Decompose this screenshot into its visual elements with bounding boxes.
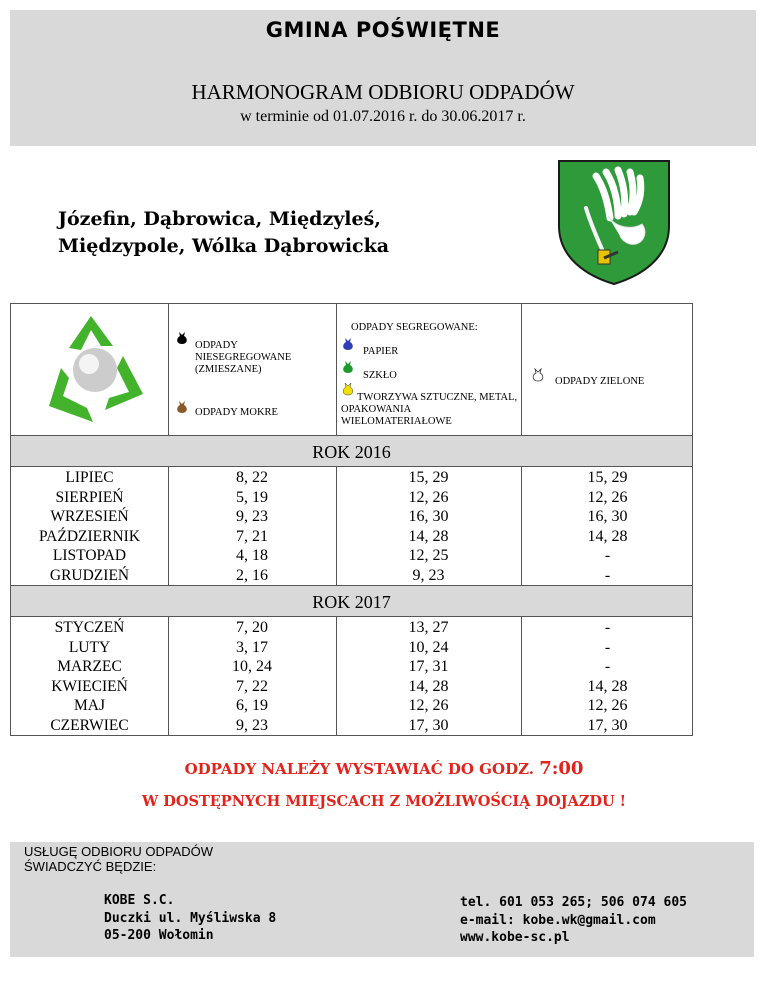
month: CZERWIEC <box>50 716 129 734</box>
months-2016 <box>11 468 168 585</box>
month: GRUDZIEŃ <box>49 566 130 584</box>
legend-glass: SZKŁO <box>363 370 397 381</box>
coat-of-arms-icon <box>556 158 672 286</box>
recycle-logo-icon <box>39 310 151 428</box>
month: LIPIEC <box>65 469 114 486</box>
legend-row <box>10 303 693 435</box>
segregated-dates-2016 <box>336 468 521 585</box>
notice-access: W DOSTĘPNYCH MIEJSCACH Z MOŻLIWOŚCIĄ DOJAZDU ! <box>141 793 627 810</box>
company-contact <box>460 894 687 947</box>
notice-deadline-time: 7:00 <box>539 758 584 779</box>
white-bag-icon <box>531 368 545 382</box>
service-line-1: USŁUGĘ ODBIORU ODPADÓW <box>24 844 214 859</box>
company-name: KOBE S.C. <box>104 893 175 908</box>
legend-plastics: TWORZYWA SZTUCZNE, METAL, OPAKOWANIA WIELOMATERIAŁOWE <box>341 392 518 427</box>
green-dates-2016 <box>521 468 694 585</box>
date-cell: 13, 27 <box>408 619 449 636</box>
date-cell: - <box>604 638 611 656</box>
month: PAŹDZIERNIK <box>38 527 141 545</box>
date-cell: 6, 19 <box>236 697 268 714</box>
month: KWIECIEŃ <box>51 677 128 695</box>
date-cell: - <box>604 566 611 584</box>
address-city: 05-200 Wołomin <box>104 928 214 943</box>
date-cell: 3, 17 <box>236 638 268 656</box>
month: SIERPIEŃ <box>55 488 124 506</box>
notice-deadline <box>0 758 768 779</box>
service-line-2: ŚWIADCZYĆ BĘDZIE: <box>24 859 157 874</box>
date-cell: 10, 24 <box>408 638 449 656</box>
legend-mixed: ODPADY NIESEGREGOWANE (ZMIESZANE) <box>195 340 292 375</box>
date-cell: 17, 31 <box>408 658 449 675</box>
year-2017-block <box>10 616 693 736</box>
date-cell: 16, 30 <box>408 508 449 525</box>
legend-wet: ODPADY MOKRE <box>195 407 278 418</box>
date-cell: 2, 16 <box>236 566 268 584</box>
months-2017 <box>11 618 168 735</box>
date-cell: 12, 26 <box>587 697 628 714</box>
segregated-dates-2017 <box>336 618 521 735</box>
month: MARZEC <box>57 658 122 675</box>
date-cell: 9, 23 <box>412 566 445 584</box>
village-line-2: Międzypole, Wólka Dąbrowicka <box>58 235 390 257</box>
date-cell: - <box>604 547 611 564</box>
date-cell: 8, 22 <box>236 469 268 486</box>
date-cell: 14, 28 <box>408 677 449 695</box>
blue-bag-icon <box>341 337 355 351</box>
header-banner <box>10 10 756 146</box>
notice-deadline-text: ODPADY NALEŻY WYSTAWIAĆ DO GODZ. <box>184 760 540 778</box>
schedule-term: w terminie od 01.07.2016 r. do 30.06.2017 r. <box>240 108 526 125</box>
month: LISTOPAD <box>52 547 127 564</box>
year-2017-header: ROK 2017 <box>10 585 693 617</box>
date-cell: 15, 29 <box>408 469 449 486</box>
date-cell: 16, 30 <box>587 508 628 525</box>
date-cell: 12, 26 <box>408 488 449 506</box>
date-cell: - <box>604 619 611 636</box>
date-cell: 17, 30 <box>587 716 628 734</box>
mixed-dates-2016 <box>168 468 336 585</box>
mixed-dates-2017 <box>168 618 336 735</box>
date-cell: 7, 20 <box>236 619 268 636</box>
year-2016-block <box>10 466 693 586</box>
date-cell: 7, 22 <box>236 677 268 695</box>
date-cell: 15, 29 <box>587 469 628 486</box>
date-cell: - <box>604 658 611 675</box>
month: LUTY <box>68 638 111 656</box>
year-2016-header: ROK 2016 <box>10 435 693 467</box>
website-link: www.kobe-sc.pl <box>460 930 570 945</box>
date-cell: 12, 25 <box>408 547 449 564</box>
address-street: Duczki ul. Myśliwska 8 <box>104 910 277 926</box>
date-cell: 12, 26 <box>587 488 628 506</box>
date-cell: 9, 23 <box>236 716 268 734</box>
month: MAJ <box>73 697 105 714</box>
footer-panel <box>10 842 754 957</box>
month: WRZESIEŃ <box>50 508 129 525</box>
schedule-title: HARMONOGRAM ODBIORU ODPADÓW <box>191 80 575 104</box>
date-cell: 5, 19 <box>236 488 268 506</box>
date-cell: 7, 21 <box>236 527 268 545</box>
village-list <box>58 206 389 260</box>
date-cell: 9, 23 <box>236 508 268 525</box>
legend-green: ODPADY ZIELONE <box>555 376 645 387</box>
brown-bag-icon <box>175 400 189 414</box>
month: STYCZEŃ <box>54 619 125 636</box>
date-cell: 14, 28 <box>587 677 628 695</box>
email-address: e-mail: kobe.wk@gmail.com <box>460 912 656 928</box>
date-cell: 4, 18 <box>236 547 268 564</box>
date-cell: 17, 30 <box>408 716 449 734</box>
date-cell: 12, 26 <box>408 697 449 714</box>
legend-segregated-title: ODPADY SEGREGOWANE: <box>351 322 478 333</box>
village-line-1: Józefin, Dąbrowica, Międzyleś, <box>58 208 381 230</box>
date-cell: 14, 28 <box>587 527 628 545</box>
green-bag-icon <box>341 360 355 374</box>
date-cell: 10, 24 <box>232 658 272 675</box>
legend-paper: PAPIER <box>363 346 399 357</box>
service-label <box>24 844 213 874</box>
phone-numbers: tel. 601 053 265; 506 074 605 <box>460 895 687 910</box>
company-address <box>104 892 276 945</box>
gmina-title: GMINA POŚWIĘTNE <box>265 18 501 42</box>
green-dates-2017 <box>521 618 694 735</box>
date-cell: 14, 28 <box>408 527 449 545</box>
